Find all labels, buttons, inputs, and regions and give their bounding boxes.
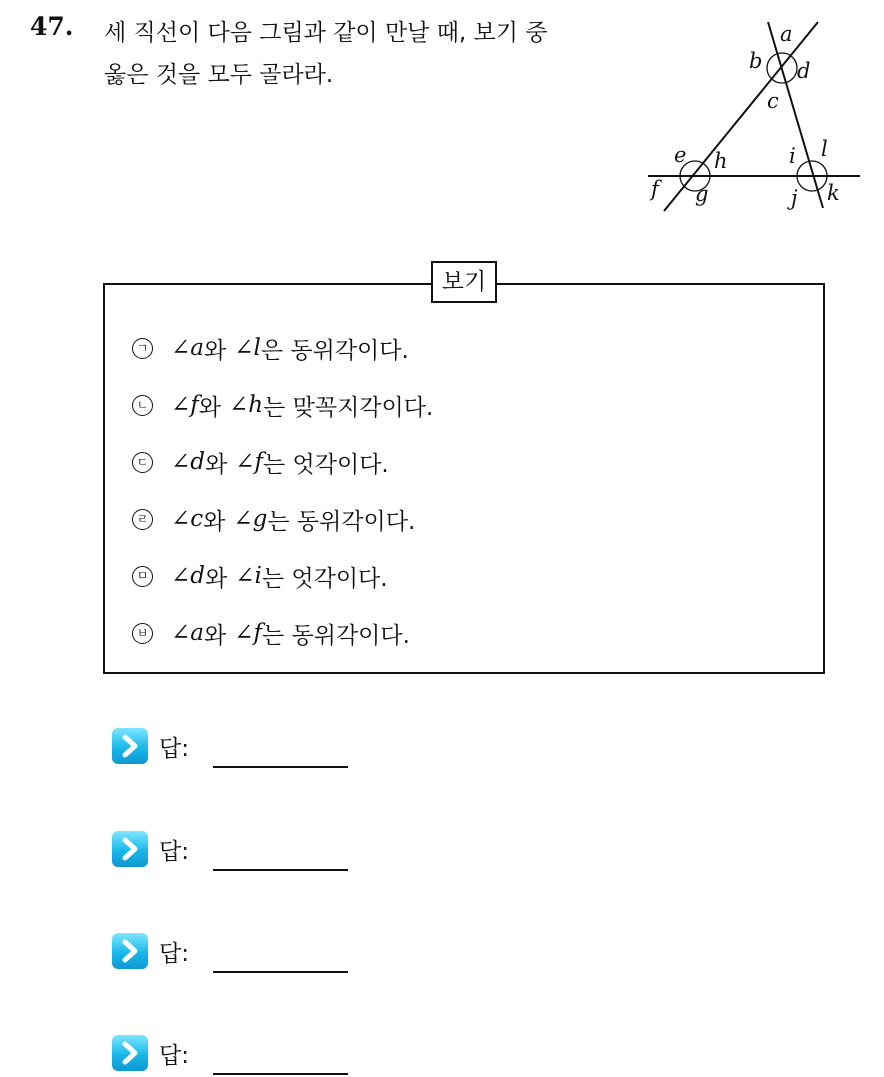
statement-marker: ㄴ [132, 395, 153, 416]
angle-ref: ∠f [171, 392, 199, 418]
statement-marker: ㄷ [132, 452, 153, 473]
angle-ref: ∠f [234, 620, 262, 646]
label-f: f [651, 177, 659, 201]
answer-blank[interactable] [213, 766, 348, 768]
statement-3 [132, 446, 389, 478]
answer-blank[interactable] [213, 1073, 348, 1075]
angle-ref: ∠g [233, 506, 268, 532]
angle-ref: ∠h [229, 392, 264, 418]
answer-blank[interactable] [213, 869, 348, 871]
statement-particle: 와 [203, 622, 227, 649]
statement-marker: ㅁ [132, 566, 153, 587]
answer-label: 답: [159, 941, 189, 967]
question-number: 47. [30, 12, 74, 41]
statement-text: 는 동위각이다. [267, 508, 416, 535]
angle-ref: ∠d [171, 449, 205, 475]
label-e: e [674, 143, 687, 167]
label-d: d [797, 59, 811, 83]
angle-ref: ∠i [235, 563, 262, 589]
answer-blank[interactable] [213, 971, 348, 973]
statement-particle: 와 [205, 565, 228, 592]
angle-ref: ∠d [171, 563, 205, 589]
chevron-right-icon [112, 728, 148, 764]
statement-6 [132, 617, 410, 649]
statement-marker: ㅂ [132, 623, 153, 644]
label-g: g [695, 182, 709, 206]
angle-ref: ∠c [171, 506, 204, 532]
bogi-title: 보기 [431, 261, 497, 303]
label-c: c [767, 89, 779, 113]
angle-ref: ∠a [171, 620, 204, 646]
statement-4 [132, 503, 415, 535]
angle-ref: ∠a [171, 335, 204, 361]
chevron-right-icon [112, 831, 148, 867]
statement-text: 는 엇각이다. [263, 451, 389, 478]
angle-ref: ∠f [235, 449, 264, 475]
statement-text: 은 동위각이다. [260, 337, 409, 364]
answer-label: 답: [159, 839, 189, 865]
answer-label: 답: [159, 1043, 189, 1069]
question-text-line2: 옳은 것을 모두 골라라. [104, 62, 334, 88]
chevron-right-icon [112, 1035, 148, 1071]
statement-5 [132, 560, 388, 592]
statement-particle: 와 [205, 451, 228, 478]
label-j: j [791, 186, 798, 210]
label-i: i [789, 144, 796, 168]
statement-text: 는 맞꼭지각이다. [263, 394, 434, 421]
answer-label: 답: [159, 736, 189, 762]
statement-particle: 와 [198, 394, 222, 421]
statement-particle: 와 [203, 508, 226, 535]
label-b: b [749, 49, 763, 73]
statement-marker: ㄱ [132, 338, 153, 359]
statement-text: 는 동위각이다. [262, 622, 410, 649]
label-a: a [780, 22, 793, 46]
label-k: k [827, 181, 840, 205]
statement-2 [132, 389, 433, 421]
statement-particle: 와 [203, 337, 227, 364]
statement-1 [132, 332, 409, 364]
three-lines-figure [640, 16, 865, 216]
label-h: h [714, 149, 728, 173]
angle-ref: ∠l [234, 335, 261, 361]
chevron-right-icon [112, 933, 148, 969]
statement-text: 는 엇각이다. [261, 565, 388, 592]
statement-marker: ㄹ [132, 509, 153, 530]
left-transversal-line [664, 22, 818, 211]
question-text-line1: 세 직선이 다음 그림과 같이 만날 때, 보기 중 [104, 20, 548, 46]
label-l: l [821, 137, 828, 161]
